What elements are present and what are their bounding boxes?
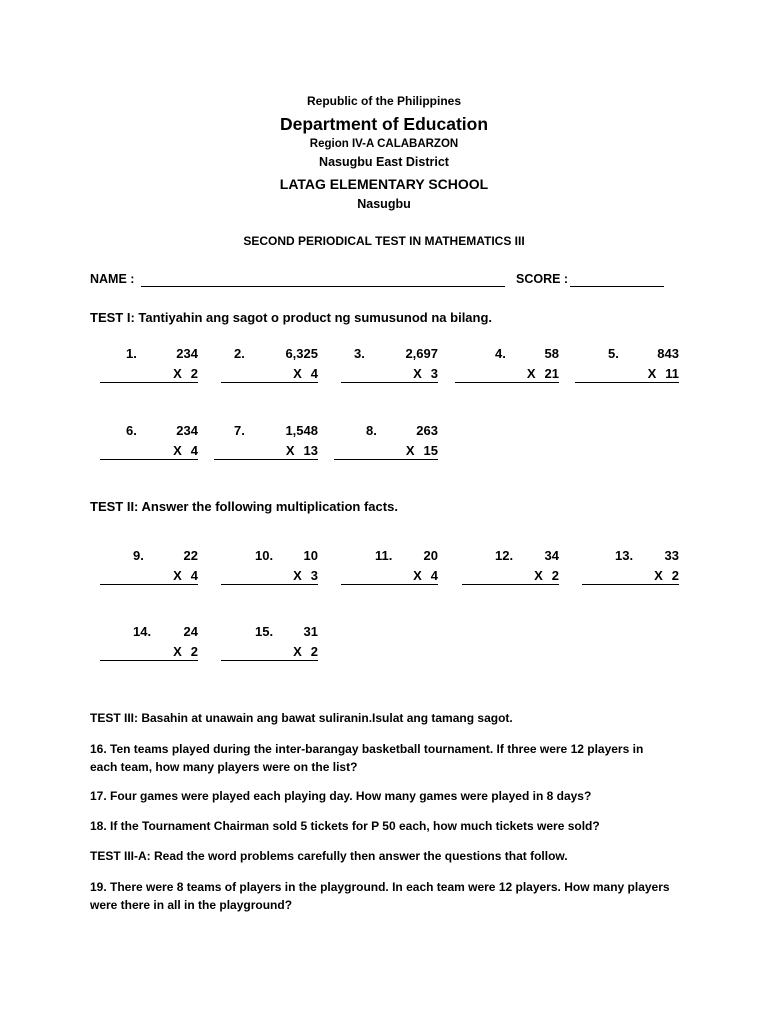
problem-number: 7. bbox=[234, 423, 245, 438]
problem-8 bbox=[334, 423, 438, 461]
question-19: 19. There were 8 teams of players in the playground. In each team were 12 players. How many players were there in all in the playground? bbox=[90, 880, 670, 912]
multiplicand: 20 bbox=[423, 548, 438, 563]
country-name: Republic of the Philippines bbox=[306, 94, 461, 108]
multiply-sign: X bbox=[293, 568, 302, 583]
multiplier: 3 bbox=[310, 568, 318, 583]
multiply-sign: X bbox=[413, 366, 422, 381]
problem-number: 5. bbox=[608, 346, 619, 361]
problem-9 bbox=[100, 548, 198, 586]
problem-14 bbox=[100, 624, 198, 662]
multiplier: 2 bbox=[551, 568, 559, 583]
multiplier: 13 bbox=[303, 443, 318, 458]
district-name: Nasugbu East District bbox=[319, 155, 449, 169]
problem-number: 14. bbox=[133, 624, 152, 639]
problem-number: 10. bbox=[255, 548, 274, 563]
problem-12 bbox=[462, 548, 559, 586]
answer-line bbox=[100, 443, 198, 460]
answer-line bbox=[575, 366, 679, 383]
region-name: Region IV-A CALABARZON bbox=[309, 138, 459, 150]
test2-instruction: TEST II: Answer the following multiplication facts. bbox=[90, 499, 398, 514]
question-16: 16. Ten teams played during the inter-barangay basketball tournament. If three were 12 players in each team, how many players were on the list? bbox=[90, 742, 644, 774]
answer-line bbox=[334, 443, 438, 460]
multiplicand: 843 bbox=[657, 346, 679, 361]
multiply-sign: X bbox=[647, 366, 657, 381]
score-label: SCORE : bbox=[516, 272, 569, 286]
answer-line bbox=[100, 568, 198, 585]
test3-instruction: TEST III: Basahin at unawain ang bawat suliranin.Isulat ang tamang sagot. bbox=[90, 711, 513, 725]
multiplier: 11 bbox=[665, 366, 679, 381]
answer-line bbox=[462, 568, 559, 585]
score-blank bbox=[570, 271, 664, 287]
multiply-sign: X bbox=[285, 443, 295, 458]
problem-5 bbox=[575, 346, 679, 384]
school-name: LATAG ELEMENTARY SCHOOL bbox=[279, 176, 489, 192]
problem-4 bbox=[455, 346, 559, 384]
multiplier: 4 bbox=[190, 568, 198, 583]
problem-6 bbox=[100, 423, 198, 461]
problem-number: 15. bbox=[255, 624, 274, 639]
multiply-sign: X bbox=[526, 366, 536, 381]
problem-number: 9. bbox=[133, 548, 144, 563]
problem-7 bbox=[214, 423, 318, 461]
problem-number: 13. bbox=[615, 548, 634, 563]
multiply-sign: X bbox=[293, 366, 302, 381]
answer-line bbox=[341, 366, 438, 383]
multiplicand: 6,325 bbox=[285, 346, 318, 361]
multiplicand: 2,697 bbox=[405, 346, 438, 361]
municipality-name: Nasugbu bbox=[357, 197, 411, 211]
multiplier: 2 bbox=[190, 366, 198, 381]
multiplicand: 10 bbox=[303, 548, 318, 563]
multiply-sign: X bbox=[173, 644, 182, 659]
multiplicand: 31 bbox=[303, 624, 318, 639]
problem-13 bbox=[582, 548, 679, 586]
department-name: Department of Education bbox=[279, 114, 489, 134]
problem-number: 11. bbox=[375, 548, 393, 563]
multiply-sign: X bbox=[413, 568, 422, 583]
multiply-sign: X bbox=[173, 366, 182, 381]
question-17: 17. Four games were played each playing day. How many games were played in 8 days? bbox=[90, 789, 592, 803]
multiplier: 2 bbox=[190, 644, 198, 659]
problem-number: 1. bbox=[126, 346, 137, 361]
multiplicand: 1,548 bbox=[285, 423, 318, 438]
problem-15 bbox=[221, 624, 318, 662]
problem-number: 4. bbox=[495, 346, 506, 361]
multiplier: 4 bbox=[310, 366, 318, 381]
answer-line bbox=[221, 644, 318, 661]
multiply-sign: X bbox=[293, 644, 302, 659]
multiply-sign: X bbox=[173, 443, 182, 458]
multiplicand: 34 bbox=[544, 548, 559, 563]
multiplier: 3 bbox=[430, 366, 438, 381]
answer-line bbox=[341, 568, 438, 585]
problem-10 bbox=[221, 548, 318, 586]
problem-number: 8. bbox=[366, 423, 377, 438]
multiplicand: 263 bbox=[416, 423, 438, 438]
answer-line bbox=[455, 366, 559, 383]
answer-line bbox=[100, 644, 198, 661]
problem-3 bbox=[341, 346, 438, 384]
multiply-sign: X bbox=[405, 443, 415, 458]
name-label: NAME : bbox=[90, 272, 135, 286]
problem-number: 6. bbox=[126, 423, 137, 438]
multiply-sign: X bbox=[173, 568, 182, 583]
problem-number: 12. bbox=[495, 548, 514, 563]
question-18: 18. If the Tournament Chairman sold 5 tickets for P 50 each, how much tickets were sold? bbox=[90, 819, 600, 833]
multiplier: 4 bbox=[430, 568, 438, 583]
problem-number: 3. bbox=[354, 346, 365, 361]
multiplicand: 234 bbox=[176, 346, 198, 361]
multiplier: 2 bbox=[671, 568, 679, 583]
test-title: SECOND PERIODICAL TEST IN MATHEMATICS III bbox=[243, 234, 525, 248]
test1-instruction: TEST I: Tantiyahin ang sagot o product ng sumusunod na bilang. bbox=[90, 310, 493, 325]
multiplier: 21 bbox=[544, 366, 559, 381]
multiplicand: 22 bbox=[183, 548, 198, 563]
multiplicand: 58 bbox=[544, 346, 559, 361]
problem-number: 2. bbox=[234, 346, 245, 361]
multiplier: 15 bbox=[423, 443, 438, 458]
multiply-sign: X bbox=[534, 568, 543, 583]
problem-11 bbox=[341, 548, 438, 586]
multiplicand: 24 bbox=[183, 624, 198, 639]
test3a-instruction: TEST III-A: Read the word problems carefully then answer the questions that follow. bbox=[90, 849, 568, 863]
answer-line bbox=[582, 568, 679, 585]
problem-1 bbox=[100, 346, 198, 384]
multiplier: 2 bbox=[310, 644, 318, 659]
multiply-sign: X bbox=[654, 568, 663, 583]
name-blank bbox=[141, 271, 505, 287]
answer-line bbox=[100, 366, 198, 383]
answer-line bbox=[214, 443, 318, 460]
multiplier: 4 bbox=[190, 443, 198, 458]
answer-line bbox=[221, 568, 318, 585]
problem-2 bbox=[221, 346, 318, 384]
multiplicand: 234 bbox=[176, 423, 198, 438]
answer-line bbox=[221, 366, 318, 383]
multiplicand: 33 bbox=[664, 548, 679, 563]
